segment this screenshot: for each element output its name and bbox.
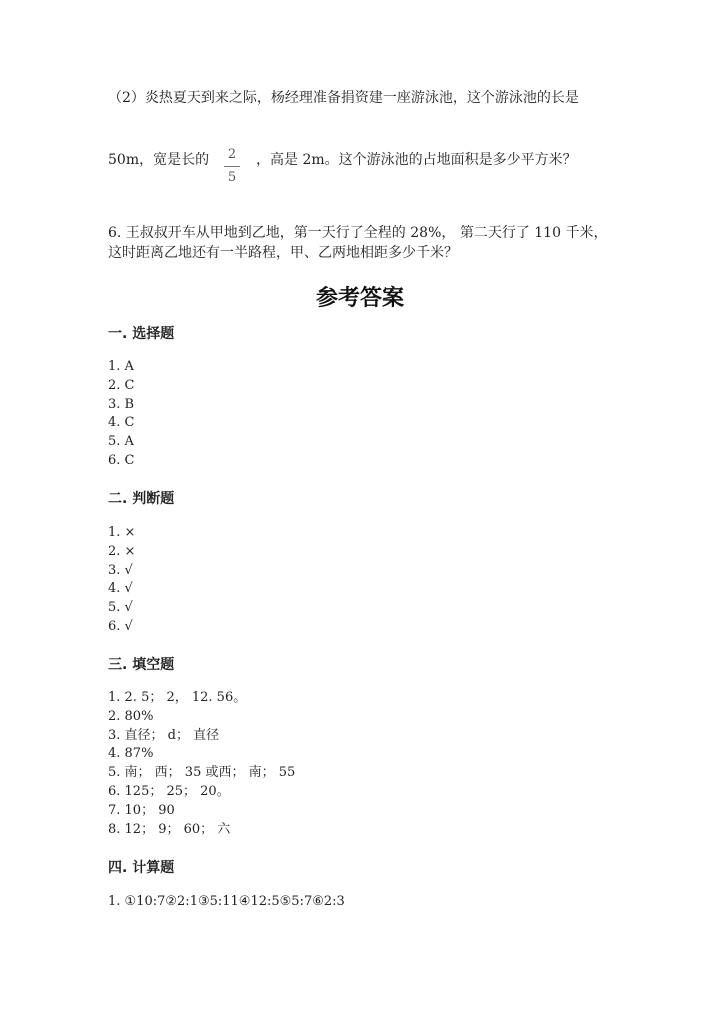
fraction-bar [224,166,240,167]
answer-item: 4. 87% [108,746,154,762]
answer-item: 1. × [108,525,136,540]
section-heading-choice: 一. 选择题 [108,326,175,342]
answer-item: 1. A [108,359,134,374]
answer-item: 2. C [108,377,135,393]
answer-item: 6. 125； 25； 20。 [108,783,230,799]
answer-item: 6. √ [108,618,133,634]
answer-item: 1. 2. 5； 2， 12. 56。 [108,690,247,705]
answer-item: 3. B [108,396,135,412]
answer-item: 2. 80% [108,708,154,724]
fill-in-answers [108,689,295,839]
fraction-numerator: 2 [227,147,237,162]
choice-answers [108,358,134,471]
answer-item: 4. C [108,415,135,431]
answer-item: 7. 10； 90 [108,802,175,818]
answer-item: 3. √ [108,562,133,578]
answer-item: 8. 12； 9； 60； 六 [108,821,231,837]
fraction-denominator: 5 [227,170,237,185]
problem-5-line-2a: 50m，宽是长的 [108,152,210,168]
section-heading-judgement: 二. 判断题 [108,491,175,507]
answer-item: 5. A [108,434,134,450]
fraction [222,147,242,186]
answer-item: 1. ①10:7②2:1③5:11④12:5⑤5:7⑥2:3 [108,894,345,909]
answer-item: 2. × [108,543,136,559]
answer-item: 4. √ [108,581,133,597]
section-heading-fill-in: 三. 填空题 [108,657,175,673]
answer-title: 参考答案 [315,286,404,311]
answer-item: 6. C [108,452,135,468]
problem-5-line-2b: ，高是 2m。这个游泳池的占地面积是多少平方米？ [256,152,577,168]
answer-item: 5. √ [108,600,133,616]
judgement-answers [108,524,135,637]
answer-item: 5. 南； 西； 35 或西； 南； 55 [108,765,296,781]
problem-5-line-1: （2）炎热夏天到来之际，杨经理准备捐资建一座游泳池，这个游泳池的长是 [108,90,579,106]
problem-6-line-2: 这时距离乙地还有一半路程，甲、乙两地相距多少千米？ [108,245,458,261]
problem-6-line-1: 6. 王叔叔开车从甲地到乙地，第一天行了全程的 28%， 第二天行了 110 千米， [108,225,608,241]
calculation-answers [108,893,345,912]
section-heading-calculation: 四. 计算题 [108,860,175,876]
answer-item: 3. 直径； d； 直径 [108,727,220,743]
